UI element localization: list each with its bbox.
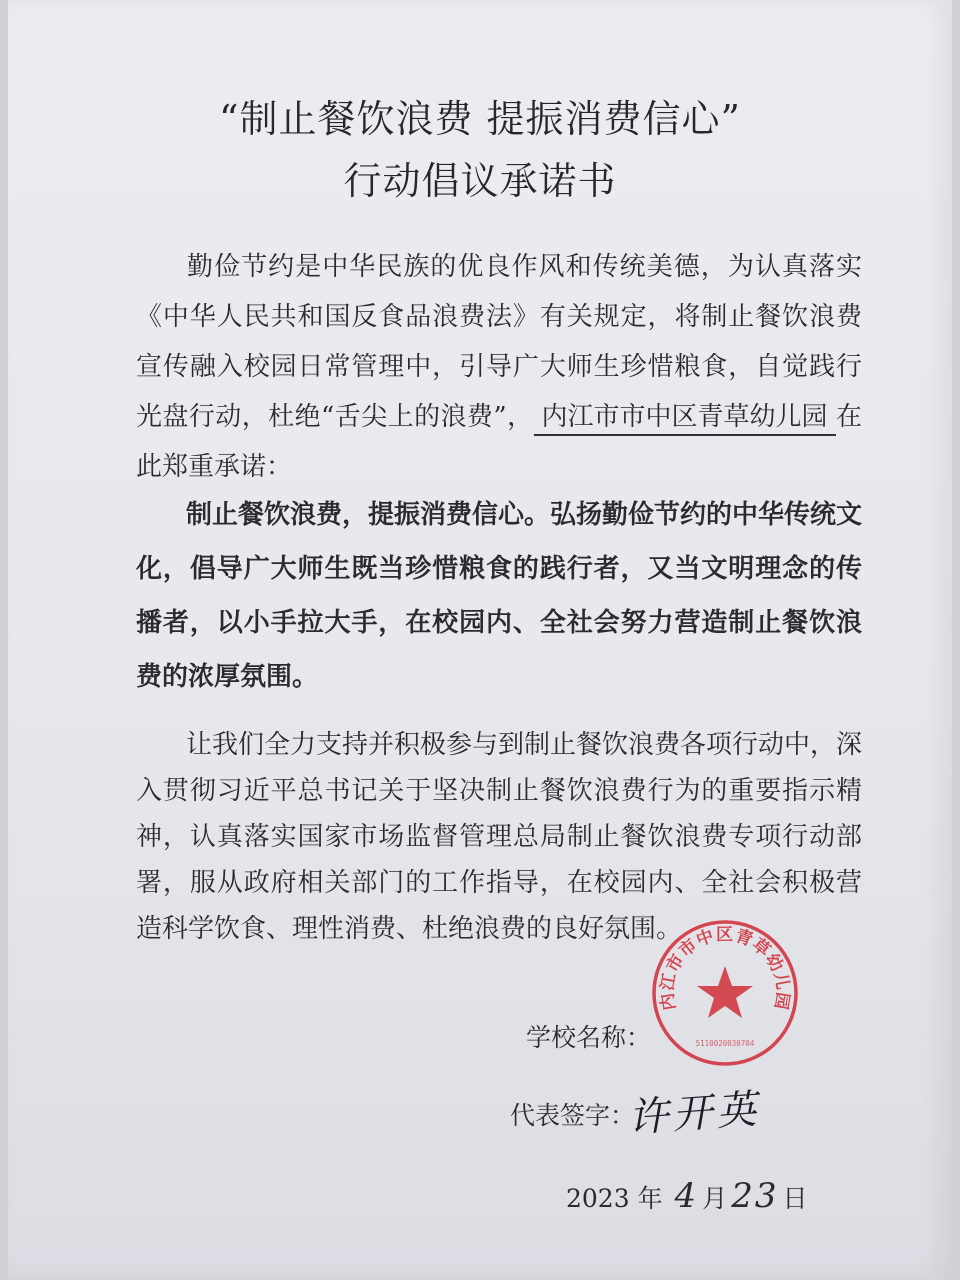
signature-label: 代表签字： [510, 1101, 636, 1130]
svg-text:5110020030704: 5110020030704 [695, 1039, 755, 1048]
date-day-unit: 日 [782, 1184, 808, 1213]
intro-text-end: 在此郑重承诺： [136, 402, 862, 482]
date-line [566, 1176, 807, 1216]
handwritten-signature: 许开英 [626, 1086, 762, 1142]
seal-star-icon [697, 966, 753, 1018]
date-day: 23 [731, 1176, 779, 1216]
paragraph-intro [136, 242, 862, 492]
school-name-label: 学校名称： [526, 1023, 652, 1052]
date-year-unit: 年 [637, 1184, 663, 1213]
date-month: 4 [674, 1176, 699, 1216]
support-text: 让我们全力支持并积极参与到制止餐饮浪费各项行动中，深入贯彻习近平总书记关于坚决制止餐饮浪费行为的重要指示精神，认真落实国家市场监督管理总局制止餐饮浪费专项行动部署，服从政府相关部门的工作指导，在校园内、全社会积极营造科学饮食、理性消费、杜绝浪费的良好氛围。 [136, 730, 863, 944]
intro-text: 勤俭节约是中华民族的优良作风和传统美德，为认真落实《中华人民共和国反食品浪费法》有关规定，将制止餐饮浪费宣传融入校园日常管理中，引导广大师生珍惜粮食，自觉践行光盘行动，杜绝“舌尖上的浪费”， [136, 252, 862, 432]
svg-text:内江市市中区青草幼儿园: 内江市市中区青草幼儿园 [657, 924, 793, 1012]
school-name-underlined: 内江市市中区青草幼儿园 [534, 400, 836, 436]
date-year: 2023 [566, 1184, 630, 1213]
official-seal [650, 918, 800, 1068]
document-title-line1: “制止餐饮浪费 提振消费信心” [219, 97, 741, 141]
date-month-unit: 月 [702, 1184, 728, 1213]
document-title-line2: 行动倡议承诺书 [343, 159, 617, 203]
pledge-text: 制止餐饮浪费，提振消费信心。弘扬勤俭节约的中华传统文化，倡导广大师生既当珍惜粮食的践行者，又当文明理念的传播者，以小手拉大手，在校园内、全社会努力营造制止餐饮浪费的浓厚氛围。 [136, 500, 863, 692]
paragraph-pledge [136, 488, 862, 704]
